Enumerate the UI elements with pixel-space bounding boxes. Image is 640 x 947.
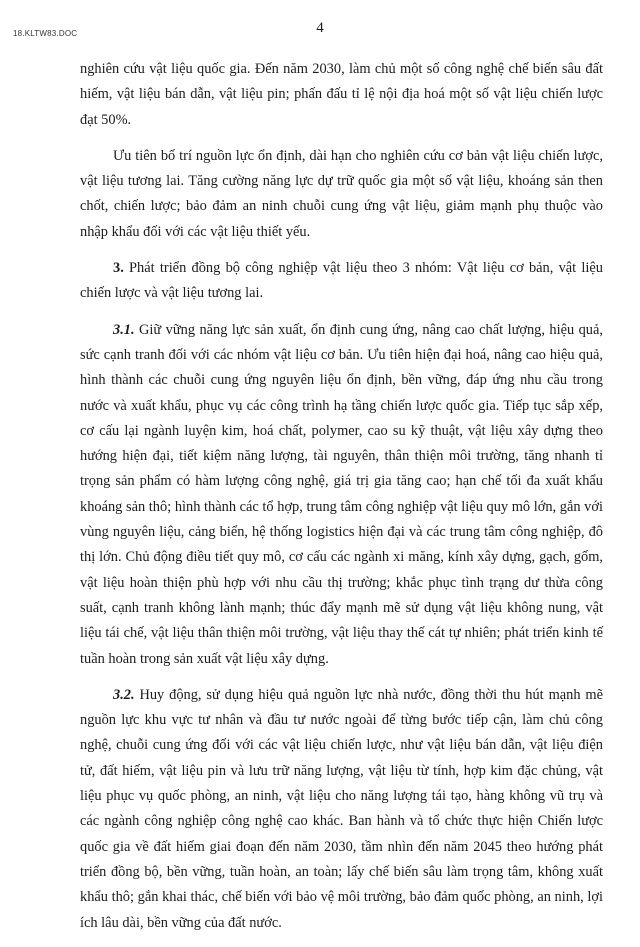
section-3-2-paragraph: 3.2. Huy động, sử dụng hiệu quả nguồn lực nhà nước, đồng thời thu hút mạnh mẽ nguồn lực khu vực tư nhân và đầu tư nước ngoài để từng bước tiếp cận, làm chủ công nghệ, chuỗi cung ứng đối với các vật liệu chiến lược, như vật liệu bán dẫn, vật liệu điện tử, đất hiếm, vật liệu pin và lưu trữ năng lượng, vật liệu từ tính, hợp kim đặc chủng, vật liệu phục vụ quốc phòng, an ninh, vật liệu cho năng lượng tái tạo, hàng không vũ trụ và các ngành công nghiệp công nghệ cao khác. Ban hành và tổ chức thực hiện Chiến lược quốc gia về đất hiếm giai đoạn đến năm 2030, tầm nhìn đến năm 2045 theo hướng phát triển đồng bộ, bền vững, tuần hoàn, an toàn; lấy chế biến sâu làm trọng tâm, không xuất khẩu thô; gắn khai thác, chế biến với bảo vệ môi trường, bảo đảm quốc phòng, an ninh, lợi ích lâu dài, bền vững của đất nước. xyxy=(80,686,603,931)
paragraph-resource-priority: Ưu tiên bố trí nguồn lực ổn định, dài hạn cho nghiên cứu cơ bản vật liệu chiến lược, vật liệu tương lai. Tăng cường năng lực dự trữ quốc gia một số vật liệu, khoáng sản then chốt, chiến lược; bảo đảm an ninh chuỗi cung ứng vật liệu, giảm mạnh phụ thuộc vào nhập khẩu đối với các vật liệu thiết yếu. xyxy=(80,147,603,240)
subsection-number: 3.2. xyxy=(113,686,135,703)
document-file-id: 18.KLTW83.DOC xyxy=(13,29,78,38)
section-3-1-paragraph: 3.1. Giữ vững năng lực sản xuất, ổn định cung ứng, nâng cao chất lượng, hiệu quả, sức cạnh tranh đối với các nhóm vật liệu cơ bản. Ưu tiên hiện đại hoá, nâng cao hiệu quả, hình thành các chuỗi cung ứng nguyên liệu ổn định, bền vững, đáp ứng nhu cầu trong nước và xuất khẩu, phục vụ các công trình hạ tầng chiến lược quốc gia. Tiếp tục sắp xếp, cơ cấu lại ngành luyện kim, hoá chất, polymer, cao su kỹ thuật, vật liệu xây dựng theo hướng hiện đại, tiết kiệm năng lượng, tài nguyên, thân thiện môi trường, tăng nhanh tỉ trọng sản phẩm có hàm lượng công nghệ, giá trị gia tăng cao; hạn chế tối đa xuất khẩu khoáng sản thô; hình thành các tổ hợp, trung tâm công nghiệp vật liệu quy mô lớn, gắn với vùng nguyên liệu, cảng biển, hệ thống logistics hiện đại và các trung tâm công nghiệp, đô thị lớn. Chủ động điều tiết quy mô, cơ cấu các ngành xi măng, kính xây dựng, gạch, gốm, vật liệu hoàn thiện phù hợp với nhu cầu thị trường; khắc phục tình trạng dư thừa công suất, cạnh tranh không lành mạnh; thúc đẩy mạnh mẽ sử dụng vật liệu không nung, vật liệu tái chế, vật liệu thân thiện môi trường, vật liệu thay thế cát tự nhiên; phát triển kinh tế tuần hoàn trong sản xuất vật liệu xây dựng. xyxy=(80,321,603,667)
section-number: 3. xyxy=(113,260,124,277)
page-number: 4 xyxy=(316,20,324,36)
document-body xyxy=(80,57,603,947)
subsection-number: 3.1. xyxy=(113,321,135,338)
section-3-heading: 3. Phát triển đồng bộ công nghiệp vật liệu theo 3 nhóm: Vật liệu cơ bản, vật liệu chiến lược và vật liệu tương lai. xyxy=(80,260,603,302)
paragraph-continuation: nghiên cứu vật liệu quốc gia. Đến năm 2030, làm chủ một số công nghệ chế biến sâu đất hiếm, vật liệu bán dẫn, vật liệu pin; phấn đấu tỉ lệ nội địa hoá một số vật liệu chiến lược đạt 50%. xyxy=(80,61,603,128)
